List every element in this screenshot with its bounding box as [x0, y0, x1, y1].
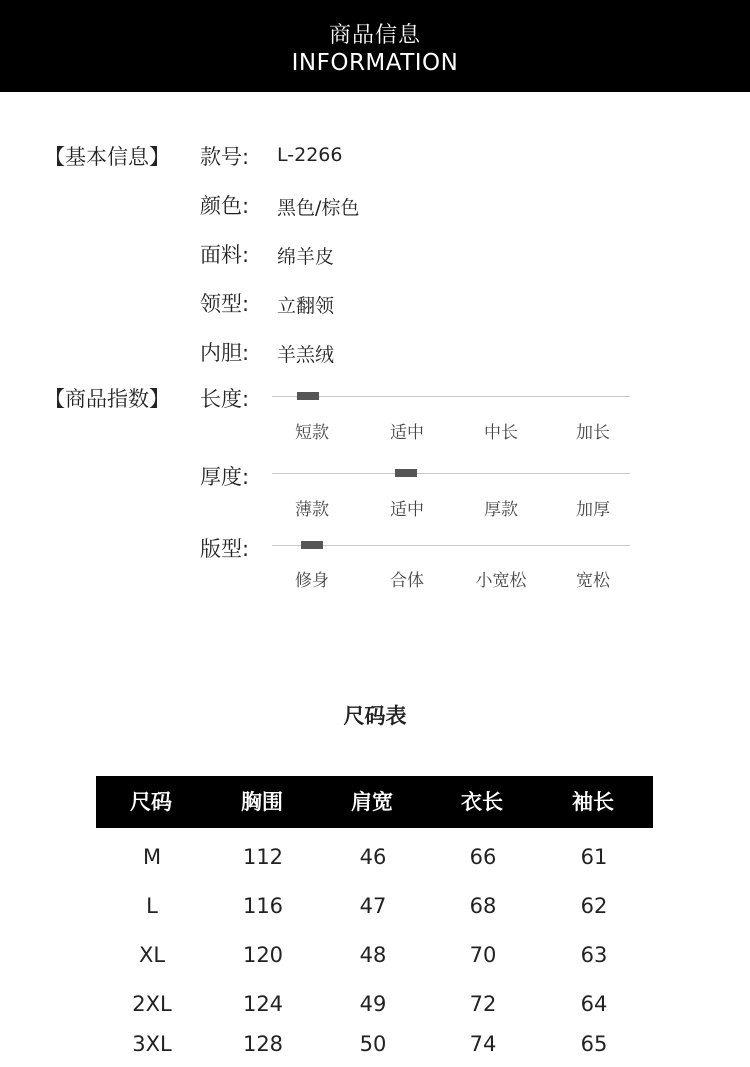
length-cell: 68 — [469, 894, 497, 918]
column-header-chest: 胸围 — [241, 790, 283, 814]
color-label: 颜色: — [200, 194, 250, 218]
chest-cell: 124 — [242, 992, 284, 1016]
sleeve-cell: 63 — [580, 943, 608, 967]
column-header-shoulder: 肩宽 — [351, 790, 393, 814]
fabric-value: 绵羊皮 — [277, 246, 335, 268]
chest-cell: 120 — [242, 943, 284, 967]
table-row — [0, 1024, 750, 1064]
column-header-sleeve: 袖长 — [572, 790, 614, 814]
collar-value: 立翻领 — [277, 295, 335, 317]
thickness-gauge-marker — [395, 469, 417, 477]
fit-option: 修身 — [295, 571, 329, 591]
size-cell: XL — [138, 943, 166, 967]
fabric-label: 面料: — [200, 243, 250, 267]
shoulder-cell: 48 — [359, 943, 387, 967]
size-cell: 2XL — [132, 992, 172, 1016]
size-chart-title: 尺码表 — [343, 704, 407, 728]
length-cell: 70 — [469, 943, 497, 967]
length-cell: 66 — [469, 845, 497, 869]
size-cell: 3XL — [132, 1032, 172, 1056]
shoulder-cell: 47 — [359, 894, 387, 918]
chest-cell: 112 — [242, 845, 284, 869]
collar-label: 领型: — [200, 292, 250, 316]
size-table-header — [96, 776, 653, 828]
lining-label: 内胆: — [200, 341, 250, 365]
thickness-option: 加厚 — [576, 500, 610, 520]
fit-option: 合体 — [390, 571, 424, 591]
table-row — [0, 886, 750, 926]
sleeve-cell: 65 — [580, 1032, 608, 1056]
style-number-label: 款号: — [200, 145, 250, 169]
length-cell: 74 — [469, 1032, 497, 1056]
basic-info-tag: 【基本信息】 — [44, 145, 170, 169]
fit-option: 小宽松 — [475, 571, 527, 591]
table-row — [0, 984, 750, 1024]
product-index-tag: 【商品指数】 — [44, 387, 170, 411]
size-cell: M — [142, 845, 162, 869]
header-title: 商品信息 — [328, 23, 421, 48]
table-row — [0, 935, 750, 975]
thickness-option: 厚款 — [484, 500, 518, 520]
length-option: 短款 — [295, 423, 329, 443]
length-option: 中长 — [484, 423, 518, 443]
thickness-option: 薄款 — [295, 500, 329, 520]
size-cell: L — [146, 894, 158, 918]
fit-gauge-marker — [301, 541, 323, 549]
length-cell: 72 — [469, 992, 497, 1016]
chest-cell: 116 — [242, 894, 284, 918]
sleeve-cell: 62 — [580, 894, 608, 918]
table-row — [0, 837, 750, 877]
column-header-size: 尺码 — [130, 790, 172, 814]
column-header-length: 衣长 — [461, 790, 503, 814]
length-option: 加长 — [576, 423, 610, 443]
sleeve-cell: 64 — [580, 992, 608, 1016]
header-subtitle: INFORMATION — [291, 50, 459, 76]
info-header-bar — [0, 0, 750, 92]
length-option: 适中 — [390, 423, 424, 443]
thickness-gauge-label: 厚度: — [200, 465, 250, 489]
lining-value: 羊羔绒 — [277, 344, 335, 366]
chest-cell: 128 — [242, 1032, 284, 1056]
shoulder-cell: 50 — [359, 1032, 387, 1056]
shoulder-cell: 46 — [359, 845, 387, 869]
thickness-gauge-track — [272, 473, 630, 474]
length-gauge-label: 长度: — [200, 387, 250, 411]
fit-gauge-label: 版型: — [200, 537, 250, 561]
fit-option: 宽松 — [576, 571, 610, 591]
length-gauge-track — [272, 396, 630, 397]
thickness-option: 适中 — [390, 500, 424, 520]
length-gauge-marker — [297, 392, 319, 400]
sleeve-cell: 61 — [580, 845, 608, 869]
style-number-value: L-2266 — [277, 144, 343, 166]
fit-gauge-track — [272, 545, 630, 546]
color-value: 黑色/棕色 — [277, 197, 360, 219]
shoulder-cell: 49 — [359, 992, 387, 1016]
